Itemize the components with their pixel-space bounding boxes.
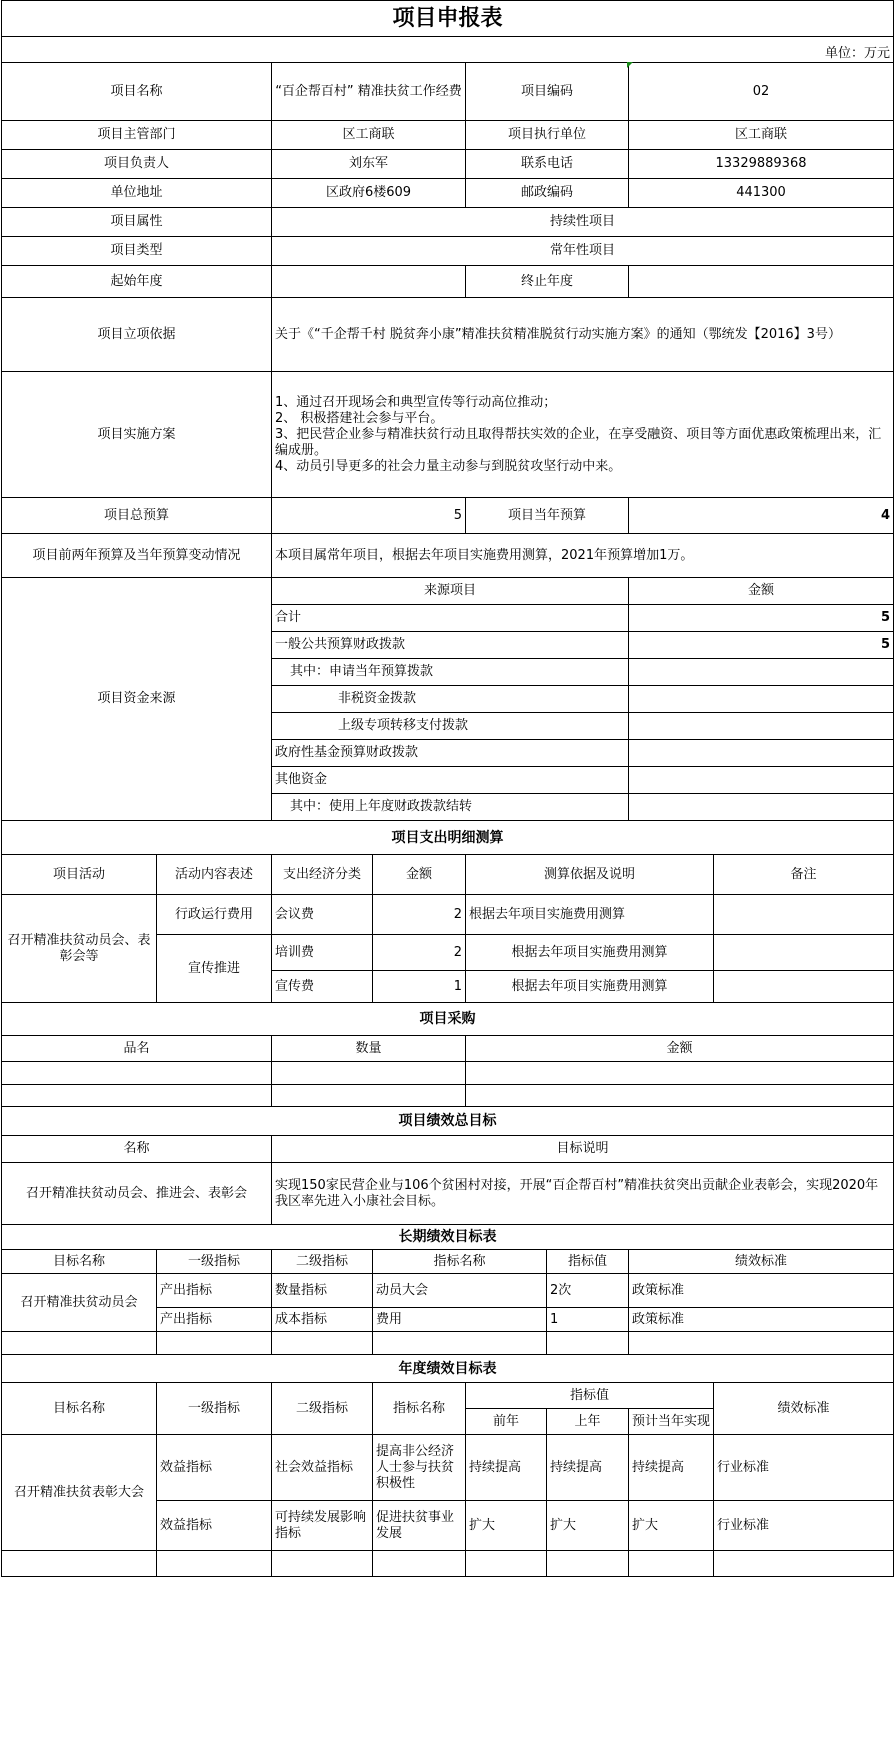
annual-empty-cell — [373, 1551, 466, 1577]
start-year-label: 起始年度 — [2, 266, 272, 298]
expense-header: 项目活动 — [2, 855, 157, 895]
expense-header: 支出经济分类 — [272, 855, 373, 895]
purchase-cell — [272, 1085, 466, 1107]
purchase-header: 金额 — [466, 1036, 894, 1062]
annual-header-name: 指标名称 — [373, 1383, 466, 1435]
exec-unit-value: 区工商联 — [629, 121, 894, 150]
longterm-indicator-name: 动员大会 — [373, 1274, 547, 1308]
expense-content: 宣传推进 — [157, 935, 272, 1003]
plan-line: 2、 积极搭建社会参与平台。 — [275, 410, 444, 426]
address-value: 区政府6楼609 — [272, 179, 466, 208]
cell-comment-marker-icon — [627, 62, 633, 68]
funding-row-name: 非税资金拨款 — [272, 686, 629, 713]
budget-change-label: 项目前两年预算及当年预算变动情况 — [2, 534, 272, 578]
expense-basis: 根据去年项目实施费用测算 — [466, 971, 714, 1003]
longterm-empty-cell — [157, 1332, 272, 1355]
longterm-header: 指标名称 — [373, 1250, 547, 1274]
phone-label: 联系电话 — [466, 150, 629, 179]
funding-row-name: 其他资金 — [272, 767, 629, 794]
annual-indicator-name: 提高非公经济人士参与扶贫积极性 — [373, 1435, 466, 1501]
longterm-standard: 政策标准 — [629, 1308, 894, 1332]
annual-standard: 行业标准 — [714, 1435, 894, 1501]
funding-row-amount — [629, 740, 894, 767]
project-code-value: 02 — [629, 63, 894, 121]
expense-header: 金额 — [373, 855, 466, 895]
funding-row-amount — [629, 659, 894, 686]
type-value: 常年性项目 — [272, 237, 894, 266]
purchase-section-title: 项目采购 — [2, 1003, 894, 1036]
address-label: 单位地址 — [2, 179, 272, 208]
plan-line: 4、动员引导更多的社会力量主动参与到脱贫攻坚行动中来。 — [275, 458, 622, 474]
plan-line: 3、把民营企业参与精准扶贫行动且取得帮扶实效的企业，在享受融资、项目等方面优惠政策梳理出来，汇编成册。 — [275, 426, 882, 458]
overall-goal-section-title: 项目绩效总目标 — [2, 1107, 894, 1136]
funding-row-amount: 5 — [629, 632, 894, 659]
funding-row-name: 其中：申请当年预算拨款 — [272, 659, 629, 686]
annual-l2: 可持续发展影响指标 — [272, 1501, 373, 1551]
annual-empty-cell — [272, 1551, 373, 1577]
annual-prev2: 扩大 — [466, 1501, 547, 1551]
purchase-cell — [2, 1062, 272, 1085]
annual-header-prev1: 上年 — [547, 1409, 629, 1435]
type-label: 项目类型 — [2, 237, 272, 266]
annual-header-prev2: 前年 — [466, 1409, 547, 1435]
unit-label: 单位：万元 — [2, 37, 894, 63]
funding-label: 项目资金来源 — [2, 578, 272, 821]
funding-row-amount — [629, 767, 894, 794]
plan-line: 1、通过召开现场会和典型宣传等行动高位推动； — [275, 394, 557, 410]
annual-section-title: 年度绩效目标表 — [2, 1355, 894, 1383]
longterm-empty-cell — [272, 1332, 373, 1355]
annual-empty-cell — [629, 1551, 714, 1577]
longterm-indicator-value: 2次 — [547, 1274, 629, 1308]
annual-header-current: 预计当年实现 — [629, 1409, 714, 1435]
annual-l2: 社会效益指标 — [272, 1435, 373, 1501]
annual-prev2: 持续提高 — [466, 1435, 547, 1501]
expense-basis: 根据去年项目实施费用测算 — [466, 935, 714, 971]
total-budget-value: 5 — [272, 498, 466, 534]
basis-value: 关于《“千企帮千村 脱贫奔小康”精准扶贫精准脱贫行动实施方案》的通知（鄂统发【2016】3号） — [272, 298, 894, 372]
annual-standard: 行业标准 — [714, 1501, 894, 1551]
annual-prev1: 扩大 — [547, 1501, 629, 1551]
expense-amount: 1 — [373, 971, 466, 1003]
annual-empty-cell — [157, 1551, 272, 1577]
longterm-empty-cell — [629, 1332, 894, 1355]
funding-amount-header: 金额 — [629, 578, 894, 605]
longterm-header: 目标名称 — [2, 1250, 157, 1274]
longterm-header: 一级指标 — [157, 1250, 272, 1274]
page-title: 项目申报表 — [2, 1, 894, 37]
dept-label: 项目主管部门 — [2, 121, 272, 150]
expense-amount: 2 — [373, 895, 466, 935]
annual-header-std: 绩效标准 — [714, 1383, 894, 1435]
overall-name-header: 名称 — [2, 1136, 272, 1163]
project-code-label: 项目编码 — [466, 63, 629, 121]
person-value: 刘东军 — [272, 150, 466, 179]
purchase-cell — [466, 1062, 894, 1085]
attr-label: 项目属性 — [2, 208, 272, 237]
funding-row-name: 合计 — [272, 605, 629, 632]
total-budget-label: 项目总预算 — [2, 498, 272, 534]
longterm-goal-name: 召开精准扶贫动员会 — [2, 1274, 157, 1332]
expense-header: 活动内容表述 — [157, 855, 272, 895]
annual-empty-cell — [547, 1551, 629, 1577]
longterm-l2: 成本指标 — [272, 1308, 373, 1332]
year-budget-value: 4 — [629, 498, 894, 534]
funding-row-name: 上级专项转移支付拨款 — [272, 713, 629, 740]
zip-label: 邮政编码 — [466, 179, 629, 208]
annual-l1: 效益指标 — [157, 1435, 272, 1501]
funding-row-amount — [629, 686, 894, 713]
overall-desc-header: 目标说明 — [272, 1136, 894, 1163]
attr-value: 持续性项目 — [272, 208, 894, 237]
expense-basis: 根据去年项目实施费用测算 — [466, 895, 714, 935]
zip-value: 441300 — [629, 179, 894, 208]
dept-value: 区工商联 — [272, 121, 466, 150]
expense-section-title: 项目支出明细测算 — [2, 821, 894, 855]
year-budget-label: 项目当年预算 — [466, 498, 629, 534]
annual-empty-cell — [466, 1551, 547, 1577]
longterm-indicator-value: 1 — [547, 1308, 629, 1332]
expense-note — [714, 895, 894, 935]
project-application-form — [1, 0, 893, 1577]
annual-current: 持续提高 — [629, 1435, 714, 1501]
end-year-label: 终止年度 — [466, 266, 629, 298]
phone-value: 13329889368 — [629, 150, 894, 179]
expense-content: 行政运行费用 — [157, 895, 272, 935]
funding-row-amount — [629, 794, 894, 821]
annual-header-value: 指标值 — [466, 1383, 714, 1409]
longterm-empty-cell — [373, 1332, 547, 1355]
longterm-header: 二级指标 — [272, 1250, 373, 1274]
overall-goal-name: 召开精准扶贫动员会、推进会、表彰会 — [2, 1163, 272, 1225]
project-name-value: “百企帮百村” 精准扶贫工作经费 — [272, 63, 466, 121]
funding-row-name: 政府性基金预算财政拨款 — [272, 740, 629, 767]
purchase-cell — [2, 1085, 272, 1107]
expense-category: 会议费 — [272, 895, 373, 935]
annual-empty-cell — [2, 1551, 157, 1577]
annual-empty-cell — [714, 1551, 894, 1577]
annual-current: 扩大 — [629, 1501, 714, 1551]
annual-l1: 效益指标 — [157, 1501, 272, 1551]
funding-row-name: 其中：使用上年度财政拨款结转 — [272, 794, 629, 821]
longterm-l1: 产出指标 — [157, 1274, 272, 1308]
budget-change-value: 本项目属常年项目，根据去年项目实施费用测算，2021年预算增加1万。 — [272, 534, 894, 578]
plan-label: 项目实施方案 — [2, 372, 272, 498]
purchase-header: 品名 — [2, 1036, 272, 1062]
person-label: 项目负责人 — [2, 150, 272, 179]
exec-unit-label: 项目执行单位 — [466, 121, 629, 150]
start-year-value — [272, 266, 466, 298]
purchase-header: 数量 — [272, 1036, 466, 1062]
expense-category: 宣传费 — [272, 971, 373, 1003]
expense-category: 培训费 — [272, 935, 373, 971]
expense-activity: 召开精准扶贫动员会、表彰会等 — [2, 895, 157, 1003]
end-year-value — [629, 266, 894, 298]
funding-row-name: 一般公共预算财政拨款 — [272, 632, 629, 659]
longterm-header: 绩效标准 — [629, 1250, 894, 1274]
purchase-cell — [272, 1062, 466, 1085]
funding-row-amount — [629, 713, 894, 740]
expense-note — [714, 935, 894, 971]
longterm-l2: 数量指标 — [272, 1274, 373, 1308]
expense-amount: 2 — [373, 935, 466, 971]
project-name-label: 项目名称 — [2, 63, 272, 121]
annual-header-l2: 二级指标 — [272, 1383, 373, 1435]
longterm-section-title: 长期绩效目标表 — [2, 1225, 894, 1250]
annual-goal-name: 召开精准扶贫表彰大会 — [2, 1435, 157, 1551]
longterm-empty-cell — [2, 1332, 157, 1355]
longterm-header: 指标值 — [547, 1250, 629, 1274]
expense-header: 备注 — [714, 855, 894, 895]
funding-row-amount: 5 — [629, 605, 894, 632]
annual-header-l1: 一级指标 — [157, 1383, 272, 1435]
funding-source-header: 来源项目 — [272, 578, 629, 605]
longterm-l1: 产出指标 — [157, 1308, 272, 1332]
form-table — [1, 0, 894, 1577]
annual-prev1: 持续提高 — [547, 1435, 629, 1501]
basis-label: 项目立项依据 — [2, 298, 272, 372]
overall-goal-desc: 实现150家民营企业与106个贫困村对接，开展“百企帮百村”精准扶贫突出贡献企业表彰会，实现2020年我区率先进入小康社会目标。 — [272, 1163, 894, 1225]
expense-header: 测算依据及说明 — [466, 855, 714, 895]
plan-value — [272, 372, 894, 498]
annual-indicator-name: 促进扶贫事业发展 — [373, 1501, 466, 1551]
purchase-cell — [466, 1085, 894, 1107]
longterm-empty-cell — [547, 1332, 629, 1355]
longterm-standard: 政策标准 — [629, 1274, 894, 1308]
annual-header-goal: 目标名称 — [2, 1383, 157, 1435]
longterm-indicator-name: 费用 — [373, 1308, 547, 1332]
expense-note — [714, 971, 894, 1003]
